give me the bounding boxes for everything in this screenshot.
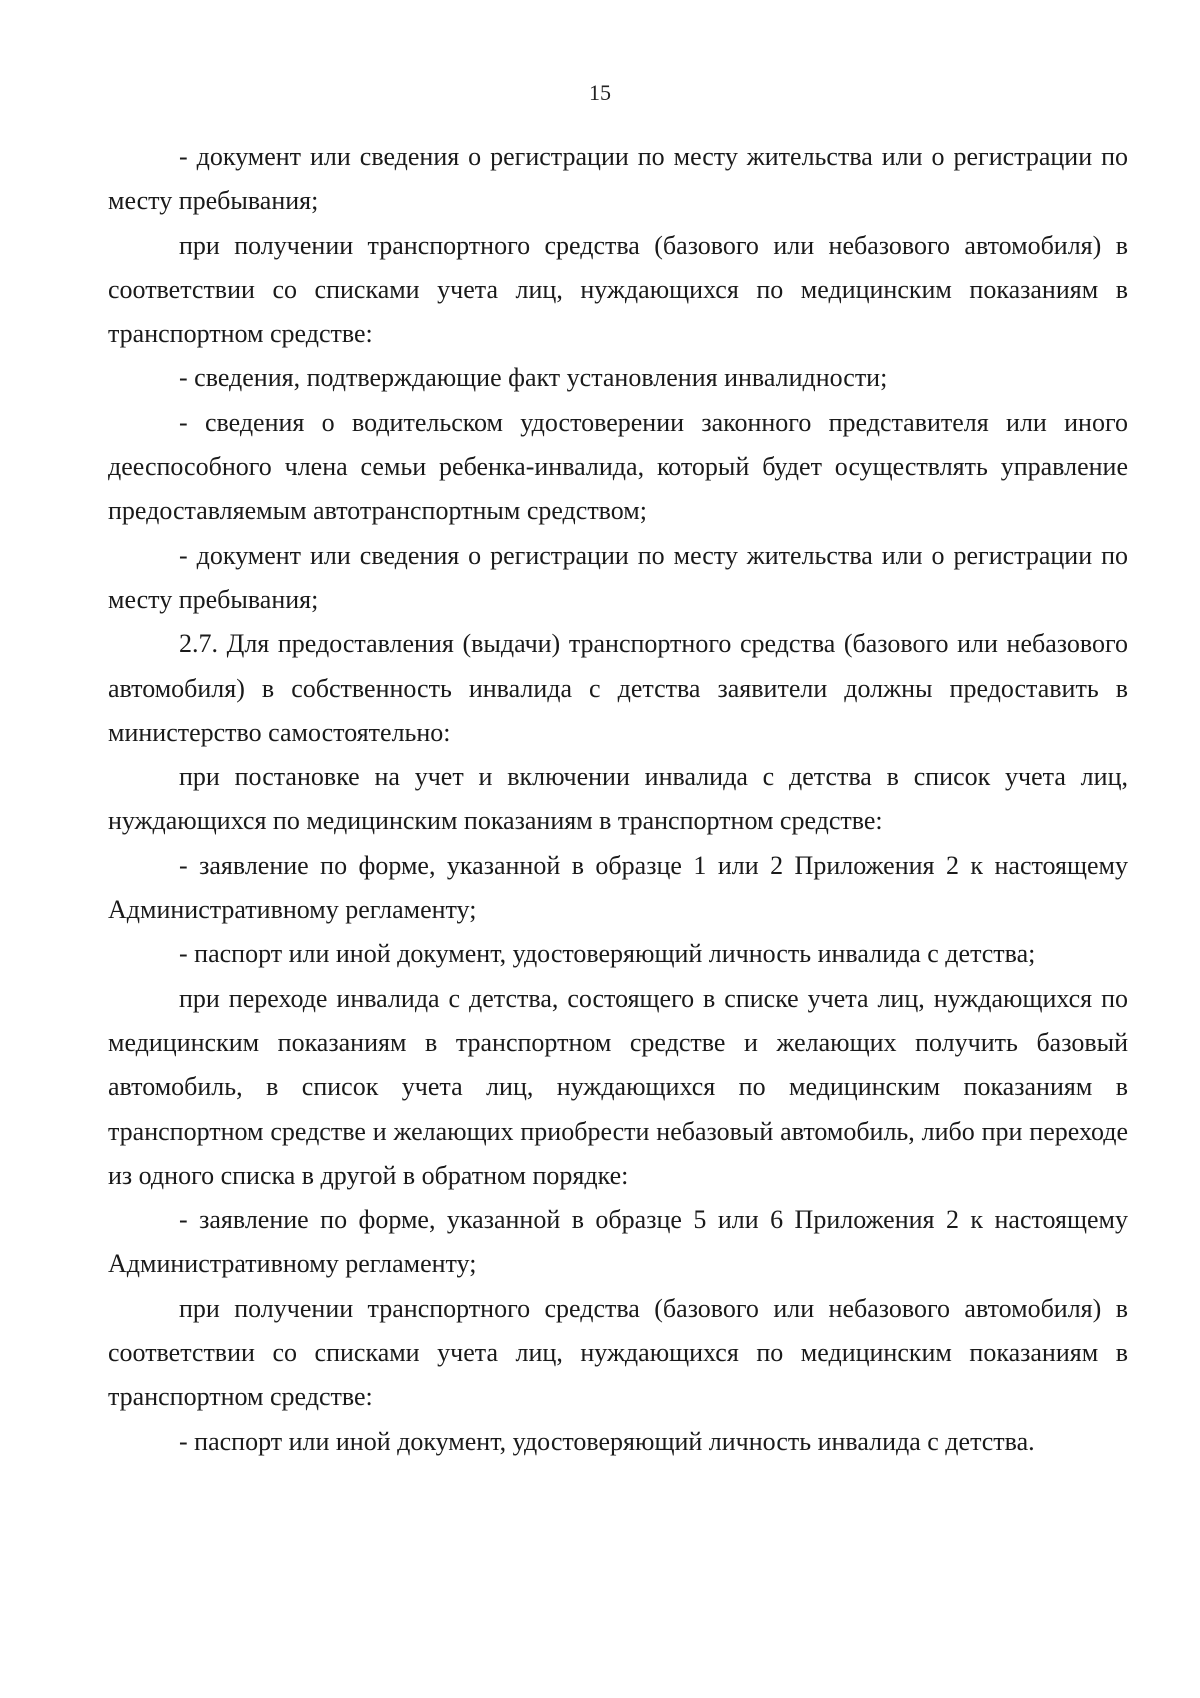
paragraph-disability-info: - сведения, подтверждающие факт установления инвалидности;	[179, 363, 888, 393]
paragraph-registration-2: - документ или сведения о регистрации по месту жительства или о регистрации по месту пребывания;	[108, 540, 1128, 614]
paragraph-registration-in-list: при постановке на учет и включении инвалида с детства в список учета лиц, нуждающихся по медицинским показаниям в транспортном средстве:	[108, 762, 1128, 836]
paragraph-passport-2: - паспорт или иной документ, удостоверяющий личность инвалида с детства.	[179, 1426, 1035, 1456]
paragraph-driver-license-info: - сведения о водительском удостоверении законного представителя или иного дееспособного члена семьи ребенка-инвалида, который будет осуществлять управление предоставляемым автотранспортным средством;	[108, 407, 1128, 526]
paragraph-vehicle-receipt-2: при получении транспортного средства (базового или небазового автомобиля) в соответствии со списками учета лиц, нуждающихся по медицинским показаниям в транспортном средстве:	[108, 1293, 1128, 1412]
paragraph-vehicle-receipt-1: при получении транспортного средства (базового или небазового автомобиля) в соответствии со списками учета лиц, нуждающихся по медицинским показаниям в транспортном средстве:	[108, 230, 1128, 349]
paragraph-registration-1: - документ или сведения о регистрации по месту жительства или о регистрации по месту пребывания;	[108, 142, 1128, 216]
paragraph-application-form-1-2: - заявление по форме, указанной в образце 1 или 2 Приложения 2 к настоящему Административному регламенту;	[108, 850, 1128, 925]
page-number: 15	[589, 80, 611, 105]
paragraph-application-form-5-6: - заявление по форме, указанной в образце 5 или 6 Приложения 2 к настоящему Административному регламенту;	[108, 1205, 1128, 1279]
document-body	[108, 135, 1128, 1464]
paragraph-section-2-7: 2.7. Для предоставления (выдачи) транспортного средства (базового или небазового автомобиля) в собственность инвалида с детства заявители должны предоставить в министерство самостоятельно:	[108, 629, 1128, 747]
paragraph-passport-1: - паспорт или иной документ, удостоверяющий личность инвалида с детства;	[179, 939, 1036, 969]
paragraph-list-transfer: при переходе инвалида с детства, состоящего в списке учета лиц, нуждающихся по медицинским показаниям в транспортном средстве и желающих получить базовый автомобиль, в список учета лиц, нуждающихся по медицинским показаниям в транспортном средстве и желающих приобрести небазовый автомобиль, либо при переходе из одного списка в другой в обратном порядке:	[108, 983, 1128, 1190]
